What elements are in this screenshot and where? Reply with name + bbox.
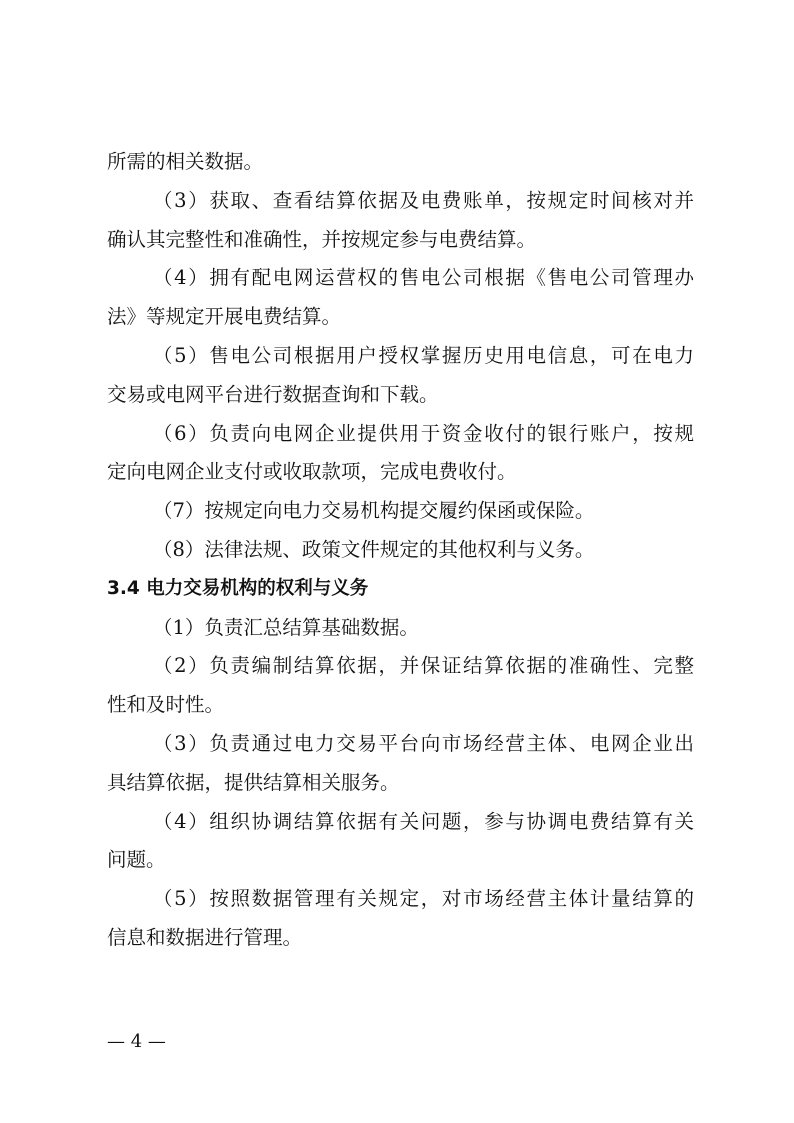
section-line: 问题。 bbox=[107, 848, 166, 872]
body-line: （3）获取、查看结算依据及电费账单，按规定时间核对并 bbox=[153, 188, 694, 212]
section-line: 性和及时性。 bbox=[107, 693, 225, 717]
body-line: 法》等规定开展电费结算。 bbox=[107, 305, 342, 329]
document-body bbox=[107, 143, 694, 958]
body-line: 定向电网企业支付或收取款项，完成电费收付。 bbox=[107, 460, 517, 484]
body-line: （6）负责向电网企业提供用于资金收付的银行账户，按规 bbox=[153, 421, 694, 445]
body-line: 确认其完整性和准确性，并按规定参与电费结算。 bbox=[107, 227, 537, 251]
section-line: （5）按照数据管理有关规定，对市场经营主体计量结算的 bbox=[153, 887, 694, 911]
page-number: — 4 — bbox=[107, 1031, 166, 1052]
body-line: 交易或电网平台进行数据查询和下载。 bbox=[107, 382, 439, 406]
section-line: （3）负责通过电力交易平台向市场经营主体、电网企业出 bbox=[153, 731, 694, 755]
section-line: 具结算依据，提供结算相关服务。 bbox=[107, 770, 400, 794]
body-line: （8）法律法规、政策文件规定的其他权利与义务。 bbox=[153, 537, 595, 561]
body-line: 所需的相关数据。 bbox=[107, 150, 264, 173]
body-line: （7）按规定向电力交易机构提交履约保函或保险。 bbox=[153, 499, 595, 523]
section-line: 信息和数据进行管理。 bbox=[107, 925, 303, 949]
section-line: （2）负责编制结算依据，并保证结算依据的准确性、完整 bbox=[153, 654, 694, 678]
body-line: （5）售电公司根据用户授权掌握历史用电信息，可在电力 bbox=[153, 343, 694, 367]
body-line: （4）拥有配电网运营权的售电公司根据《售电公司管理办 bbox=[153, 266, 694, 290]
section-heading: 3.4 电力交易机构的权利与义务 bbox=[107, 577, 369, 599]
section-line: （1）负责汇总结算基础数据。 bbox=[153, 615, 419, 639]
section-line: （4）组织协调结算依据有关问题，参与协调电费结算有关 bbox=[153, 809, 694, 833]
